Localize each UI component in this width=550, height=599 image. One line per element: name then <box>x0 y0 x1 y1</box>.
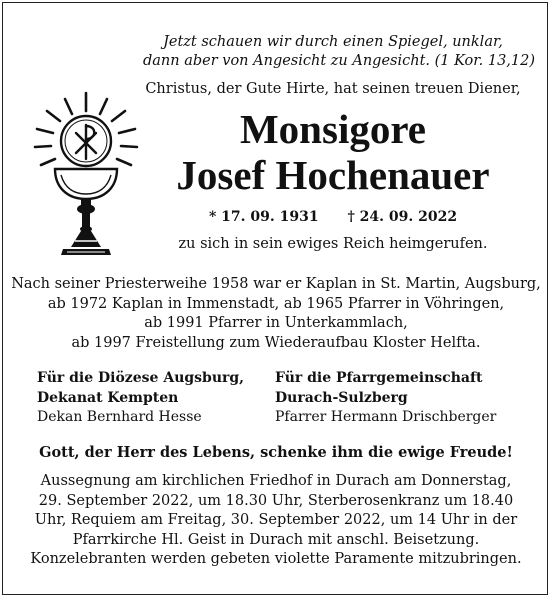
signature-org-line: Für die Pfarrgemeinschaft <box>275 370 483 386</box>
signature-org-line: Für die Diözese Augsburg, <box>37 370 245 386</box>
signature-parish <box>275 369 496 428</box>
funeral-line: Konzelebranten werden gebeten violette Paramente mitzubringen. <box>30 551 522 567</box>
heaven-text: zu sich in sein ewiges Reich heimgerufen. <box>178 236 488 252</box>
funeral-details <box>3 472 549 570</box>
funeral-line: Aussegnung am kirchlichen Friedhof in Durach am Donnerstag, <box>40 473 512 489</box>
biography-line: ab 1972 Kaplan in Immenstadt, ab 1965 Pfarrer in Vöhringen, <box>47 295 505 312</box>
biography-line: ab 1997 Freistellung zum Wiederaufbau Kloster Helfta. <box>71 334 481 351</box>
signature-person: Pfarrer Hermann Drischberger <box>275 409 497 425</box>
biography-line: ab 1991 Pfarrer in Unterkammlach, <box>144 315 408 331</box>
quote-line: dann aber von Angesicht zu Angesicht. (1 Kor. 13,12) <box>143 53 536 69</box>
deceased-full-name: Josef Hochenauer <box>176 152 490 198</box>
funeral-line: Pfarrkirche Hl. Geist in Durach mit anschl. Beisetzung. <box>72 531 480 548</box>
signature-diocese <box>37 369 244 428</box>
signature-org-line: Dekanat Kempten <box>37 389 179 406</box>
death-date: † 24. 09. 2022 <box>347 209 458 225</box>
scripture-quote <box>143 33 536 71</box>
birth-date: * 17. 09. 1931 <box>208 209 319 225</box>
funeral-line: Uhr, Requiem am Freitag, 30. September 2022, um 14 Uhr in der <box>34 512 518 528</box>
blessing-text: Gott, der Herr des Lebens, schenke ihm die ewige Freude! <box>39 444 513 461</box>
biography <box>3 275 549 353</box>
signature-person: Dekan Bernhard Hesse <box>37 409 202 425</box>
obituary-notice <box>2 2 548 595</box>
life-dates <box>143 209 523 225</box>
signature-org-line: Durach-Sulzberg <box>275 389 408 406</box>
deceased-name <box>143 106 523 198</box>
deceased-title: Monsigore <box>239 106 426 152</box>
biography-line: Nach seiner Priesterweihe 1958 war er Kaplan in St. Martin, Augsburg, <box>11 276 541 292</box>
quote-line: Jetzt schauen wir durch einen Spiegel, unklar, <box>163 34 503 50</box>
chalice-with-host-and-chi-rho-icon <box>31 89 141 259</box>
intro-text: Christus, der Gute Hirte, hat seinen treuen Diener, <box>145 81 521 97</box>
funeral-line: 29. September 2022, um 18.30 Uhr, Sterberosenkranz um 18.40 <box>38 492 514 509</box>
